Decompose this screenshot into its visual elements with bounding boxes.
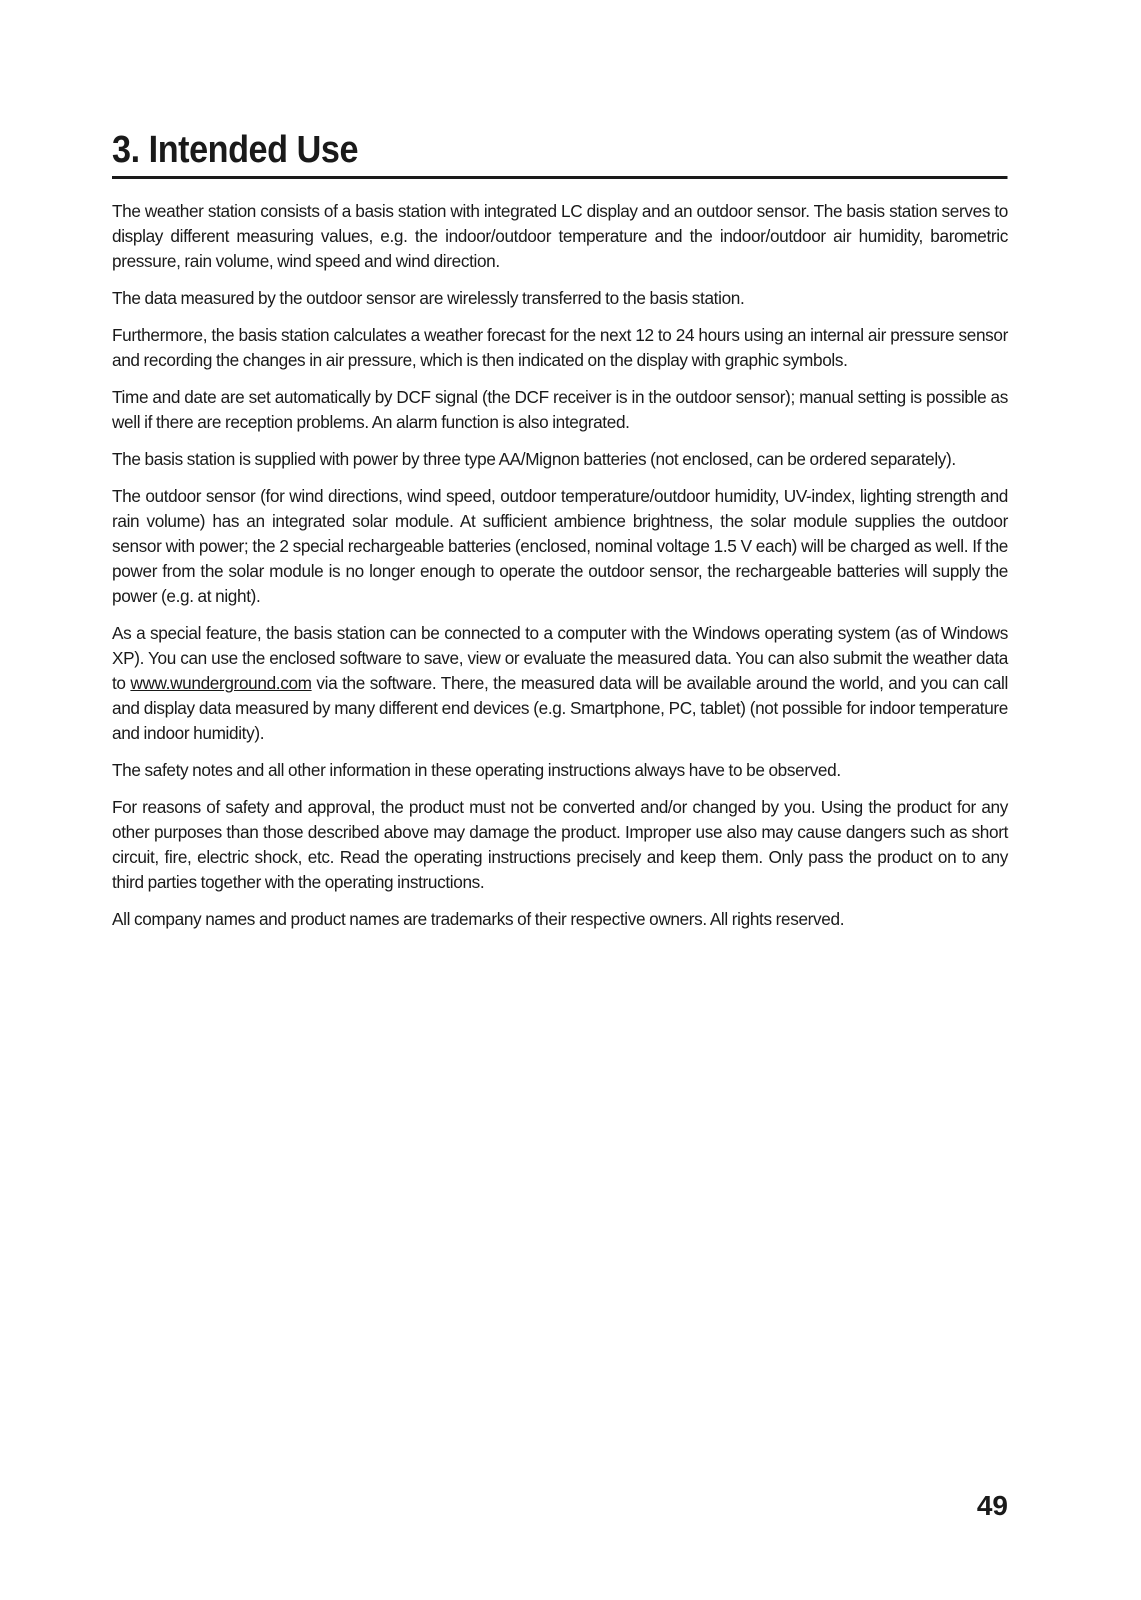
wunderground-link[interactable]: www.wunderground.com (130, 673, 312, 693)
body-text (112, 199, 1008, 932)
document-page (112, 128, 1008, 944)
paragraph-text-segment: As a special feature, the basis station can be connected to a computer with the Windows operating system (as of Windows XP). You can use the enclosed software to save, view or evaluate the measured data. You can also submit the weather data to (112, 623, 1008, 693)
paragraph-trademarks: All company names and product names are trademarks of their respective owners. All rights reserved. (112, 909, 845, 929)
paragraph-basis-station-power: The basis station is supplied with power by three type AA/Mignon batteries (not enclosed, can be ordered separately). (112, 449, 956, 469)
paragraph-time-date-dcf: Time and date are set automatically by DCF signal (the DCF receiver is in the outdoor sensor); manual setting is possible as well if there are reception problems. An alarm function is also integrated. (112, 387, 1008, 432)
section-heading: 3. Intended Use (112, 128, 1007, 179)
paragraph-weather-forecast: Furthermore, the basis station calculates a weather forecast for the next 12 to 24 hours using an internal air pressure sensor and recording the changes in air pressure, which is then indicated on the display with graphic symbols. (112, 325, 1008, 370)
paragraph-wireless-transfer: The data measured by the outdoor sensor are wirelessly transferred to the basis station. (112, 288, 745, 308)
paragraph-safety-notes: The safety notes and all other information in these operating instructions always have to be observed. (112, 760, 841, 780)
paragraph-computer-connection (112, 621, 1008, 746)
paragraph-weather-station-overview: The weather station consists of a basis station with integrated LC display and an outdoor sensor. The basis station serves to display different measuring values, e.g. the indoor/outdoor temperature and the indoor/outdoor air humidity, barometric pressure, rain volume, wind speed and wind direction. (112, 201, 1008, 271)
paragraph-text-segment: via the software. There, the measured data will be available around the world, and you can call and display data measured by many different end devices (e.g. Smartphone, PC, tablet) (not possible for indoor temperature and indoor humidity). (112, 673, 1008, 743)
paragraph-outdoor-sensor: The outdoor sensor (for wind directions, wind speed, outdoor temperature/outdoor humidity, UV-index, lighting strength and rain volume) has an integrated solar module. At sufficient ambience brightness, the solar module supplies the outdoor sensor with power; the 2 special rechargeable batteries (enclosed, nominal voltage 1.5 V each) will be charged as well. If the power from the solar module is no longer enough to operate the outdoor sensor, the rechargeable batteries will supply the power (e.g. at night). (112, 486, 1008, 606)
page-number: 49 (976, 1490, 1008, 1521)
paragraph-safety-approval: For reasons of safety and approval, the product must not be converted and/or changed by you. Using the product for any other purposes than those described above may damage the product. Improper use also may cause dangers such as short circuit, fire, electric shock, etc. Read the operating instructions precisely and keep them. Only pass the product on to any third parties together with the operating instructions. (112, 797, 1008, 892)
